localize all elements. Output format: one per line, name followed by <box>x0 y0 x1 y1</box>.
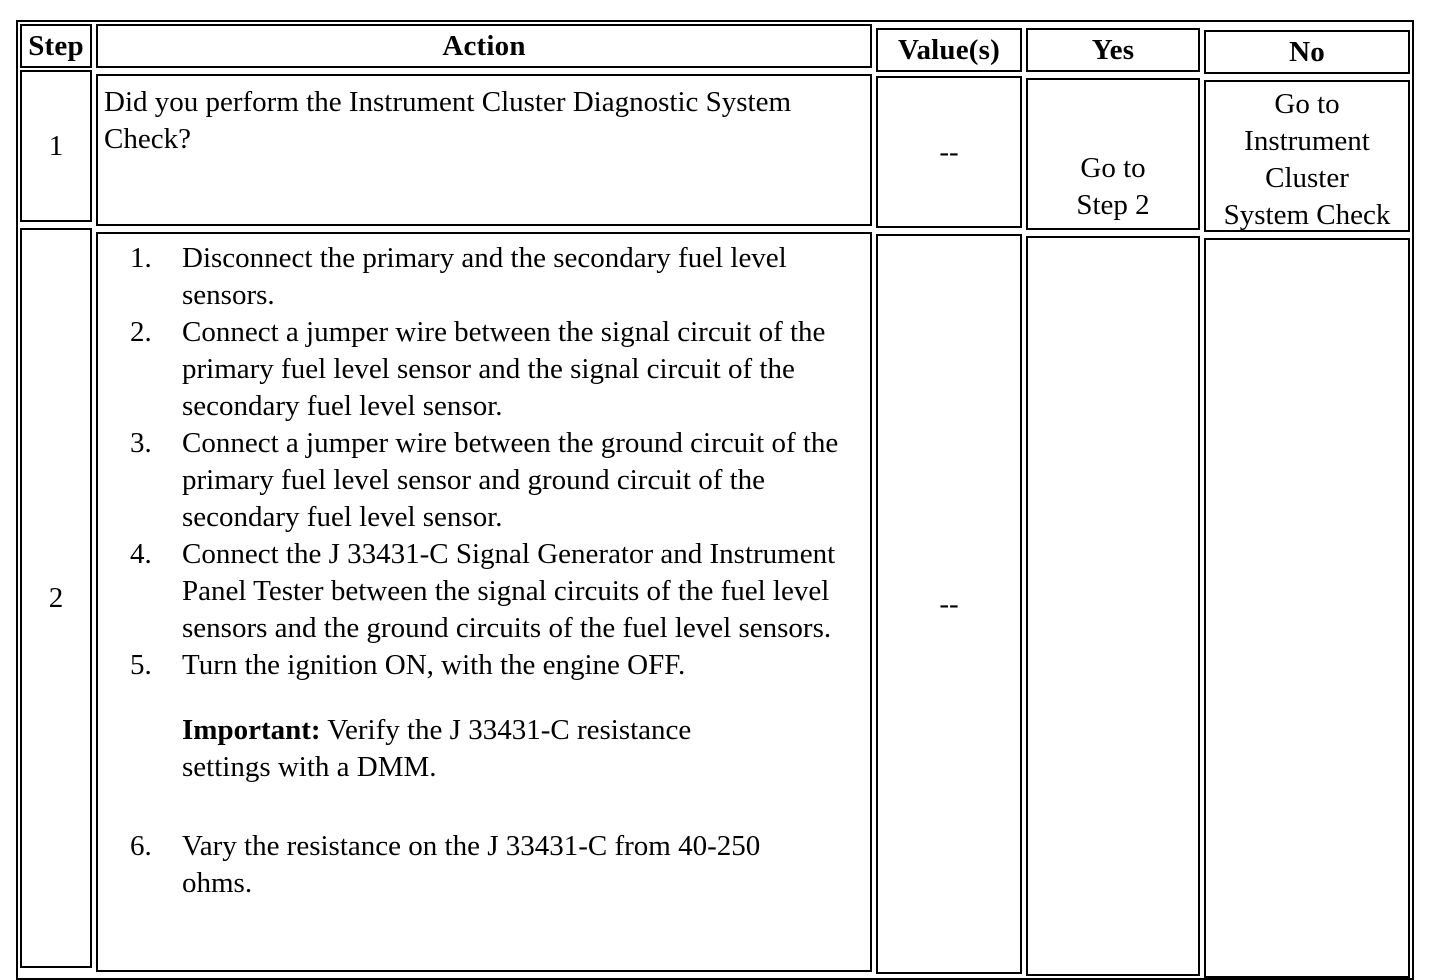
row2-steps-list-continued <box>98 828 870 902</box>
row2-step <box>20 228 92 968</box>
row2-value-text: -- <box>939 588 959 620</box>
row1-no-line4: System Check <box>1223 199 1391 231</box>
header-action <box>96 24 872 68</box>
header-step-label: Step <box>28 29 84 62</box>
header-action-label: Action <box>442 29 526 62</box>
header-no-label: No <box>1289 35 1325 68</box>
list-item: 5. Turn the ignition ON, with the engine OFF. <box>130 649 686 681</box>
header-yes-label: Yes <box>1091 33 1135 66</box>
row1-value-text: -- <box>939 135 959 168</box>
header-values-label: Value(s) <box>897 33 1001 66</box>
row2-steps-list <box>98 240 870 684</box>
list-item: 4. Connect the J 33431-C Signal Generator and Instrument Panel Tester between the signal circuits of the fuel level sensors and the ground circuits of the fuel level sensors. <box>130 538 836 644</box>
row1-yes <box>1026 78 1200 230</box>
row1-action-text: Did you perform the Instrument Cluster Diagnostic System Check? <box>104 86 792 155</box>
row2-value <box>876 234 1022 974</box>
row1-step <box>20 70 92 222</box>
row1-no <box>1204 80 1410 232</box>
row1-yes-line2: Step 2 <box>1076 189 1150 221</box>
row1-yes-line1: Go to <box>1080 152 1146 184</box>
header-values <box>876 28 1022 72</box>
row2-no <box>1204 238 1410 978</box>
list-item: 6. Vary the resistance on the J 33431-C from 40-250 ohms. <box>130 830 761 899</box>
row1-step-number: 1 <box>48 129 64 162</box>
header-no <box>1204 30 1410 74</box>
row1-no-line1: Go to <box>1274 88 1340 120</box>
row1-value <box>876 76 1022 228</box>
header-yes <box>1026 28 1200 72</box>
row1-no-line3: Cluster <box>1265 162 1349 194</box>
list-item: 1. Disconnect the primary and the secondary fuel level sensors. <box>130 242 787 311</box>
important-label: Important: <box>182 714 321 746</box>
row2-step-number: 2 <box>48 581 64 614</box>
row1-action <box>96 74 872 226</box>
important-note <box>98 712 742 786</box>
important-text: Verify the J 33431-C resistance settings with a DMM. <box>182 714 692 783</box>
row2-action <box>96 232 872 972</box>
header-step <box>20 24 92 68</box>
list-item: 3. Connect a jumper wire between the ground circuit of the primary fuel level sensor and ground circuit of the secondary fuel level sensor. <box>130 427 839 533</box>
row1-no-line2: Instrument <box>1244 125 1370 157</box>
row2-yes <box>1026 236 1200 976</box>
list-item: 2. Connect a jumper wire between the signal circuit of the primary fuel level sensor and the signal circuit of the secondary fuel level sensor. <box>130 316 826 422</box>
